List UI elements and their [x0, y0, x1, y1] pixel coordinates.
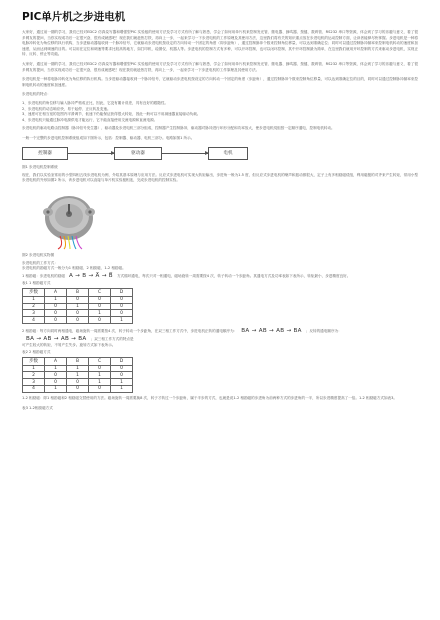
table-cell: 1 — [89, 372, 111, 379]
motor-box: 电机 — [208, 147, 248, 160]
table-cell: 0 — [89, 365, 111, 372]
table-header-cell: 步数 — [23, 357, 45, 365]
table-cell: 0 — [89, 296, 111, 303]
table-cell: 0 — [111, 310, 133, 317]
table-cell: 0 — [45, 310, 67, 317]
arrow-right-icon — [68, 153, 114, 154]
table-cell: 0 — [67, 310, 89, 317]
table-cell: 1 — [23, 365, 45, 372]
features-heading: 步进电机的特点： — [22, 92, 51, 97]
table-cell: 1 — [45, 296, 67, 303]
diagram-caption: 图1 步进电机控制系统 — [22, 164, 58, 169]
table-1-phase — [22, 288, 133, 324]
table-cell: 1 — [67, 372, 89, 379]
table-header-cell: D — [111, 357, 133, 365]
mode2-suffix-a: ；反转的通电顺序为： — [305, 329, 342, 334]
table-cell: 0 — [89, 317, 111, 324]
table-cell: 1 — [45, 365, 67, 372]
mode2-note: 可产生较大的转矩，不易产生失步。旋转方式如下表所示。 — [22, 343, 116, 348]
feature-item-2: 2、步进电机的动态响应快，易于起停、正反转及变速。 — [22, 106, 111, 111]
feature-item-1: 1、步进电机的角位移与输入脉冲严格成正比，因此，它没有累计误差，具有良好的跟随性。 — [22, 100, 169, 105]
motor-description-paragraph: 现在，我们以实验室常用的小型四相五线步进电机为例，介绍其基本原理与应用方法。反应式步进电机可实现大转矩输出，步进角一般为1.5 度，但反应式步进电机的噪声和振动都很大，定子上有多相励磁绕组，利用磁极的对齐来产生转矩，常用小型步进电机的外形如图2 所示，该步进电机可以直接与单片机实验板相连，完成步进电机的控制实验。 — [22, 172, 418, 183]
table-row — [23, 365, 133, 372]
table-cell: 1 — [67, 365, 89, 372]
table-cell: 0 — [89, 303, 111, 310]
intro-paragraph-2: 大家好，通过前一期的学习，我们已经对EDC2 仿真烧写器和增强型PIC 实验板的使用方法及学习方式有所了解与熟悉，学会了如何用单片机来控制发光管、继电器、蜂鸣器、按键、数码管、RS232 串口等资源，体会到了学习的乐趣与意义，看了很多网友的提问，当你实现成功后一定很兴奋，很有成就感吧！现在我们就趁热打铁，再向上一步，一起来学习一下步进电机的工作原理及其使用方法。 — [22, 61, 418, 72]
table-2-phase — [22, 357, 133, 393]
mode1-sequence: A → B → A̅ → B̅ — [68, 272, 113, 279]
table-cell: 1 — [111, 379, 133, 386]
mode2-suffix-b: ；双三相工作方式的特点是 — [90, 337, 134, 342]
table-cell: 0 — [111, 365, 133, 372]
table-cell: 4 — [23, 317, 45, 324]
structure-paragraph: 步进电机的驱动电路由控制器（脉冲信号发生器）、驱动器及步进电机三部分组成，控制器产生控制脉冲，驱动器对脉冲进行环形分配和功率放大，使步进电机绕组按一定顺序通电，控制电机转动。 — [22, 126, 335, 131]
feature-item-4: 4、步进电机只能通过脉冲电源供电才能运行，它不能直接使用交流电源和直流电源。 — [22, 117, 158, 122]
arrow-right-icon — [162, 153, 208, 154]
table-header-cell: C — [89, 357, 111, 365]
table-header-cell: B — [67, 357, 89, 365]
table-cell: 4 — [23, 386, 45, 393]
stepper-motor-photo — [34, 188, 104, 250]
mode2-description-line-2 — [22, 335, 418, 343]
table-cell: 1 — [111, 317, 133, 324]
intro-paragraph-3: 步进电机是一种将电脉冲转化为角位移的执行机构。当步进驱动器接收到一个脉冲信号，它就驱动步进电机按设定的方向转动一个固定的角度（步距角），通过控制脉冲个数来控制角位移量，可以达到准确定位的目的，同时可以通过控制脉冲频率来控制电机转动的速度和加速度。 — [22, 77, 418, 87]
table-header-cell: A — [45, 288, 67, 296]
table-cell: 0 — [111, 303, 133, 310]
controller-box: 控制器 — [22, 147, 68, 160]
mode1-suffix: 方式循环通电，每次只对一相通电，磁场旋转一周需要按4 次，转子转动一个步距角。其通电方式及功率表如下表所示，转矩最小，步进精度良好。 — [116, 273, 351, 278]
table-header-cell: B — [67, 288, 89, 296]
table-cell: 0 — [67, 386, 89, 393]
table-cell: 1 — [89, 379, 111, 386]
table-cell: 0 — [45, 379, 67, 386]
table-header-cell: 步数 — [23, 288, 45, 296]
table-cell: 0 — [67, 296, 89, 303]
table-cell: 1 — [45, 386, 67, 393]
mode2-prefix: 2 相励磁：每方向同时两相通电，磁场旋转一周需要按4 次，转子转动一个步距角，在双三相工作方式中，步进电机正转的通电顺序为： — [22, 329, 238, 334]
table-row — [23, 303, 133, 310]
table-row — [23, 379, 133, 386]
mode1-prefix: 1 相励磁：步进电机的励磁 — [22, 273, 65, 278]
mode-intro: 步进电机的励磁方式一般分为1 相励磁、2 相励磁、1-2 相励磁。 — [22, 266, 126, 271]
table-header-row — [23, 288, 133, 296]
table1-caption: 表1 1 相励磁方式 — [22, 280, 51, 285]
table-header-cell: A — [45, 357, 67, 365]
feature-item-3: 3、速度可在相当宽的范围内平滑调节，低速下仍能保证获得很大转矩，因此一般可以不用减速器直接驱动负载。 — [22, 112, 201, 117]
table-cell: 3 — [23, 379, 45, 386]
table-cell: 1 — [67, 303, 89, 310]
table-cell: 3 — [23, 310, 45, 317]
table-row — [23, 296, 133, 303]
table-cell: 0 — [45, 372, 67, 379]
table-cell: 2 — [23, 303, 45, 310]
table-cell: 0 — [45, 303, 67, 310]
table-row — [23, 372, 133, 379]
intro-paragraph-1: 大家好，通过前一期的学习，我们已经对EDC2 仿真烧写器和增强型PIC 实验板的使用方法及学习方式有所了解与熟悉，学会了如何用单片机来控制发光管、继电器、蜂鸣器、按键、数码管、RS232 串口等资源，体会到了学习的乐趣与意义，看了很多网友的提问，当你实现成功后一定很兴奋，很有成就感吧！现在我们就趁热打铁，再向上一步，一起来学习一下步进电机的工作原理及其使用方法，这里我们将有关的知识重点放在步进电机的运动控制方面，让读者能够尽快掌握。步进电机是一种将电脉冲转化为角位移的执行机构，当步进驱动器接收到一个脉冲信号，它就驱动步进电机按设定的方向转动一个固定的角度（即步距角），通过控制脉冲个数来控制角位移量，可以达到准确定位；同时可以通过控制脉冲频率来控制电机转动的速度和加速度，从而达到调速的目的。可以用在定位和调速等要求比较高的地方，如打印机、绘图仪、机器人等。步进电机的控制方式有多种，可以开环控制，也可以闭环控制，其中开环控制最为简单，在这里我们就用开环控制的方式来驱动步进电机，实现正转、反转、停止等功能。 — [22, 30, 418, 57]
table-cell: 0 — [67, 379, 89, 386]
page-title: PIC单片机之步进电机 — [22, 11, 126, 23]
mode2-forward-sequence: BA → AB → AB → BA — [241, 328, 302, 335]
table-cell: 1 — [89, 310, 111, 317]
table-cell: 1 — [111, 386, 133, 393]
table-row — [23, 310, 133, 317]
table-cell: 0 — [111, 372, 133, 379]
driver-box: 驱动器 — [114, 147, 162, 160]
table3-caption: 表3 1-2相励磁方式 — [22, 406, 53, 411]
table-cell: 0 — [67, 317, 89, 324]
mode1-description — [22, 272, 418, 280]
mode3-paragraph: 1-2 相励磁：即1 相励磁和2 相励磁交替使用的方法。磁场旋转一周需要换8 次，转子才转过一个步距角，属于半步的方式，也就是说1-2 相励磁的步进角为前两种方式的步进角的一半，所以步进精度提高了一倍。1-2 相励磁方式如表3。 — [22, 395, 398, 400]
diagram-intro: 一般一个完整的步进电机控制系统组成如下图所示，包括：控制器、驱动器、电机三部分。电路如图1 所示。 — [22, 135, 195, 140]
table-cell: 0 — [45, 317, 67, 324]
table-cell: 1 — [23, 296, 45, 303]
table-header-cell: D — [111, 288, 133, 296]
table-header-row — [23, 357, 133, 365]
table-header-cell: C — [89, 288, 111, 296]
mode2-reverse-sequence: BA → AB → AB → BA — [26, 336, 87, 343]
table-row — [23, 386, 133, 393]
table-cell: 0 — [89, 386, 111, 393]
work-mode-heading: 步进电机的工作方式： — [22, 260, 58, 265]
table-row — [23, 317, 133, 324]
table2-caption: 表2 2 相励磁方式 — [22, 349, 51, 354]
table-cell: 0 — [111, 296, 133, 303]
photo-caption: 图2 步进电机实物图 — [22, 252, 55, 257]
table-cell: 2 — [23, 372, 45, 379]
mode2-description-line-1 — [22, 327, 418, 335]
block-diagram — [22, 146, 418, 162]
